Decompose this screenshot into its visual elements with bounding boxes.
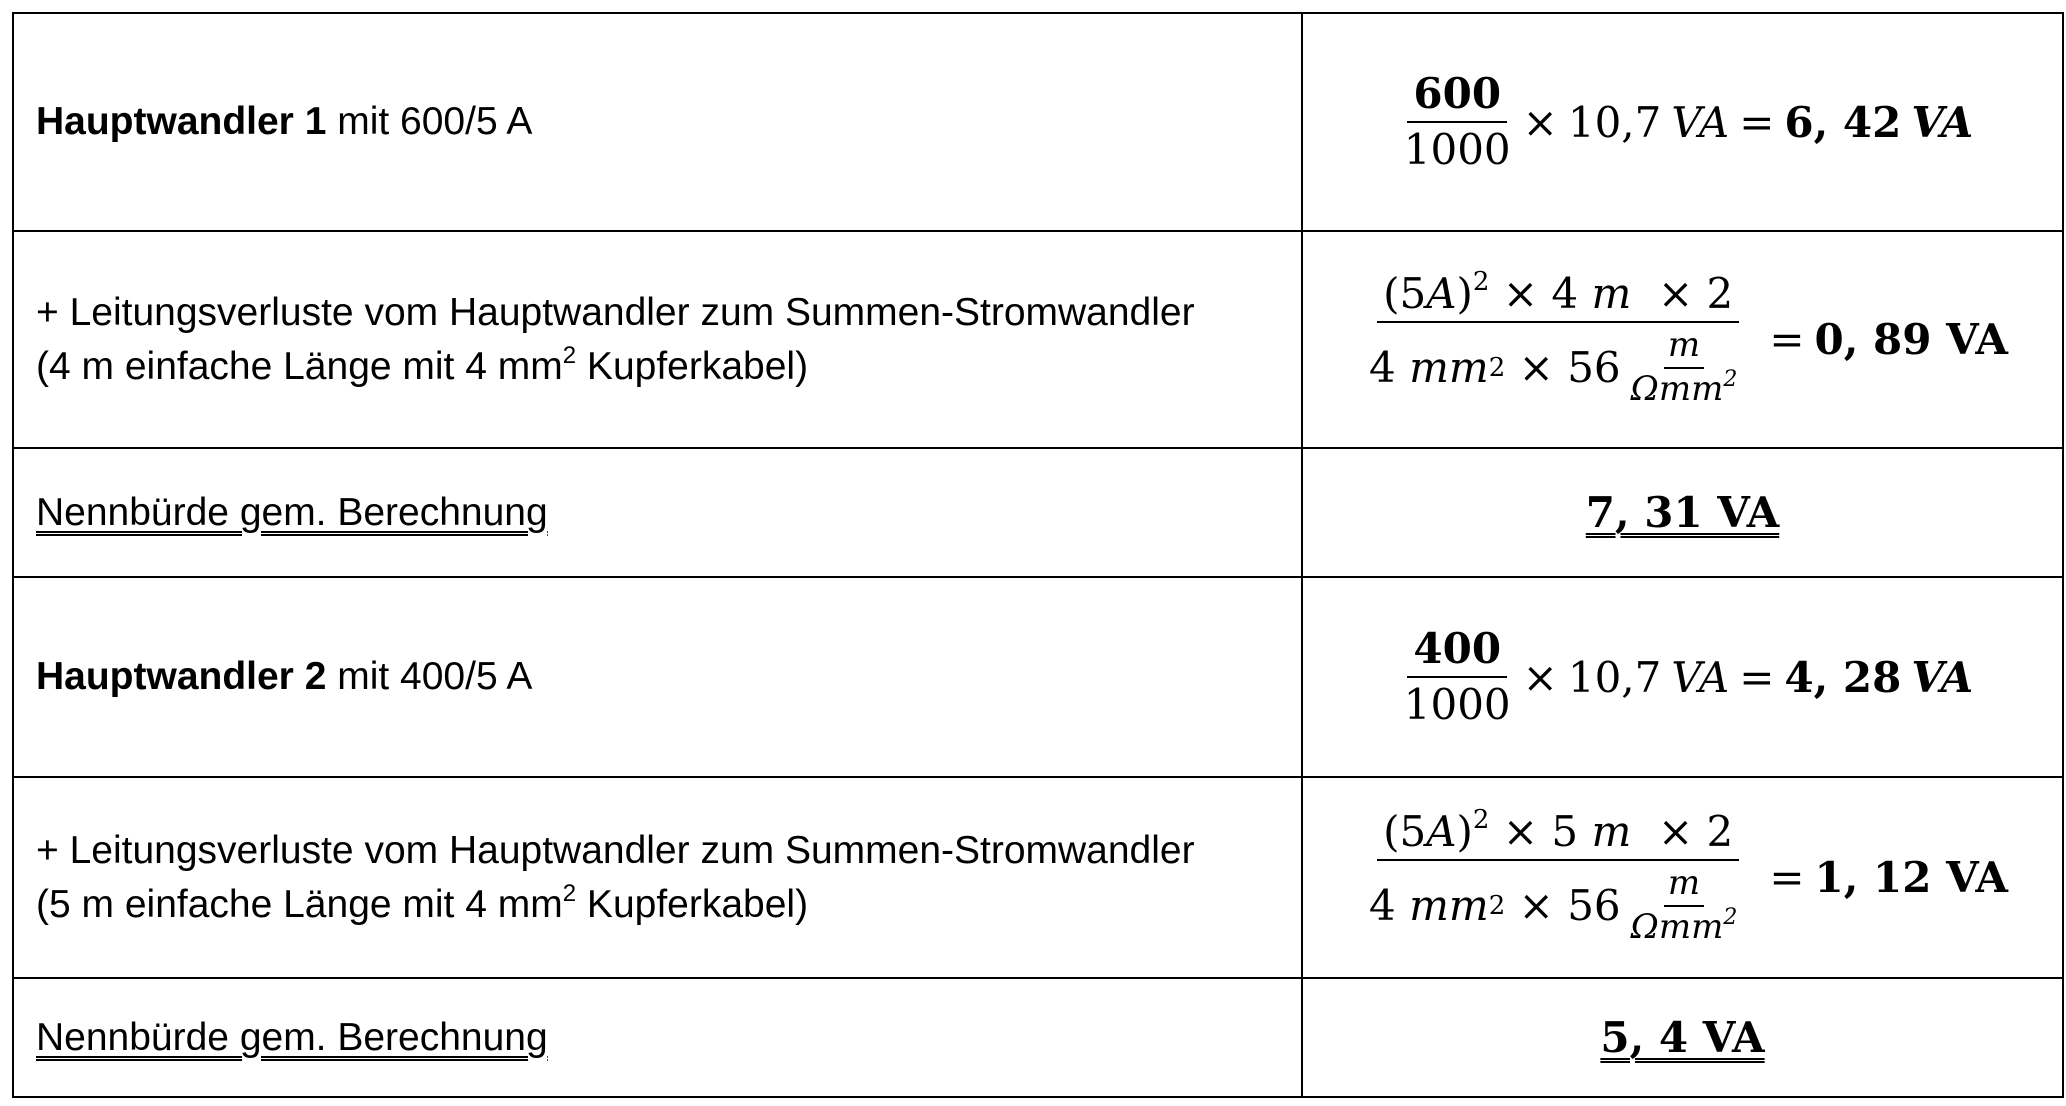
transformer-name: Hauptwandler 1 (36, 100, 327, 143)
result-unit: VA (1911, 97, 1974, 147)
ratio-fraction (1398, 623, 1517, 729)
fraction-denominator: 1000 (1403, 125, 1511, 174)
formula-cell (1302, 13, 2063, 231)
formula-result: 4, 28 (1784, 652, 1902, 702)
row-label-cell (13, 577, 1302, 777)
formula-result: 0, 89 VA (1814, 315, 2008, 364)
table-row (13, 448, 2063, 577)
row-label-cell (13, 13, 1302, 231)
burden-factor: 10,7 (1567, 97, 1662, 147)
ratio-fraction (1398, 68, 1517, 174)
formula-result: 6, 42 (1784, 97, 1902, 147)
burden-formula (1392, 623, 1974, 729)
line-loss-formula (1357, 267, 2008, 409)
formula-cell (1302, 231, 2063, 448)
superscript: 2 (562, 341, 577, 369)
superscript: 2 (562, 879, 577, 907)
loss-description-line1: + Leitungsverluste vom Hauptwandler zum Summen-Stromwandler (36, 828, 1195, 872)
table-row (13, 777, 2063, 978)
formula-result: 1, 12 VA (1814, 853, 2008, 902)
loss-description-line2 (36, 878, 1301, 932)
fraction-numerator: $(5A)^2 \times 4$ m × 2 (1377, 271, 1739, 323)
formula-cell (1302, 777, 2063, 978)
formula-cell (1302, 577, 2063, 777)
row-label-cell (13, 448, 1302, 577)
fraction-denominator: 4 mm 2 × 56 $\frac{m}{\Omega mm^2}$ (1363, 861, 1753, 946)
loss-text-b: Kupferkabel) (576, 882, 809, 926)
row-label-cell (13, 777, 1302, 978)
total-cell (1302, 448, 2063, 577)
fraction-numerator: 400 (1407, 626, 1507, 678)
transformer-name: Hauptwandler 2 (36, 655, 327, 698)
equals-sign: = (1739, 97, 1775, 147)
result-unit: VA (1911, 652, 1974, 702)
table-row (13, 978, 2063, 1097)
transformer-ratio: mit 600/5 A (326, 100, 533, 143)
unit: VA (1671, 652, 1730, 702)
conductivity-fraction: $\frac{m}{\Omega mm^2}$ (1630, 325, 1738, 409)
burden-factor: 10,7 (1567, 652, 1662, 702)
table-row (13, 13, 2063, 231)
loss-fraction (1363, 267, 1753, 409)
total-burden: 5, 4 VA (1600, 1013, 1765, 1062)
equals-sign: = (1769, 315, 1805, 364)
loss-fraction (1363, 805, 1753, 947)
fraction-denominator: 4 mm 2 × 56 $\frac{m}{\Omega mm^2}$ (1363, 323, 1753, 408)
transformer-ratio: mit 400/5 A (326, 655, 533, 698)
times-sign: × (1522, 97, 1558, 147)
times-sign: × (1522, 652, 1558, 702)
table-row (13, 577, 2063, 777)
sum-label: Nennbürde gem. Berechnung (36, 1015, 548, 1059)
loss-text-b: Kupferkabel) (576, 344, 809, 388)
row-label-cell (13, 978, 1302, 1097)
burden-calculation-table (12, 12, 2064, 1098)
loss-description-line1: + Leitungsverluste vom Hauptwandler zum Summen-Stromwandler (36, 290, 1195, 334)
total-cell (1302, 978, 2063, 1097)
equals-sign: = (1769, 853, 1805, 902)
loss-text-a: (5 m einfache Länge mit 4 mm (36, 882, 563, 926)
line-loss-formula (1357, 805, 2008, 947)
fraction-numerator: 600 (1407, 71, 1507, 123)
total-burden: 7, 31 VA (1585, 488, 1780, 537)
row-label-cell (13, 231, 1302, 448)
equals-sign: = (1739, 652, 1775, 702)
loss-description-line2 (36, 340, 1301, 394)
fraction-denominator: 1000 (1403, 680, 1511, 729)
unit: VA (1671, 97, 1730, 147)
sum-label: Nennbürde gem. Berechnung (36, 490, 548, 534)
loss-text-a: (4 m einfache Länge mit 4 mm (36, 344, 563, 388)
burden-formula (1392, 68, 1974, 174)
conductivity-fraction: $\frac{m}{\Omega mm^2}$ (1630, 863, 1738, 947)
table-row (13, 231, 2063, 448)
calculation-sheet (12, 12, 2064, 1098)
fraction-numerator: $(5A)^2 \times 5$ m × 2 (1377, 809, 1739, 861)
